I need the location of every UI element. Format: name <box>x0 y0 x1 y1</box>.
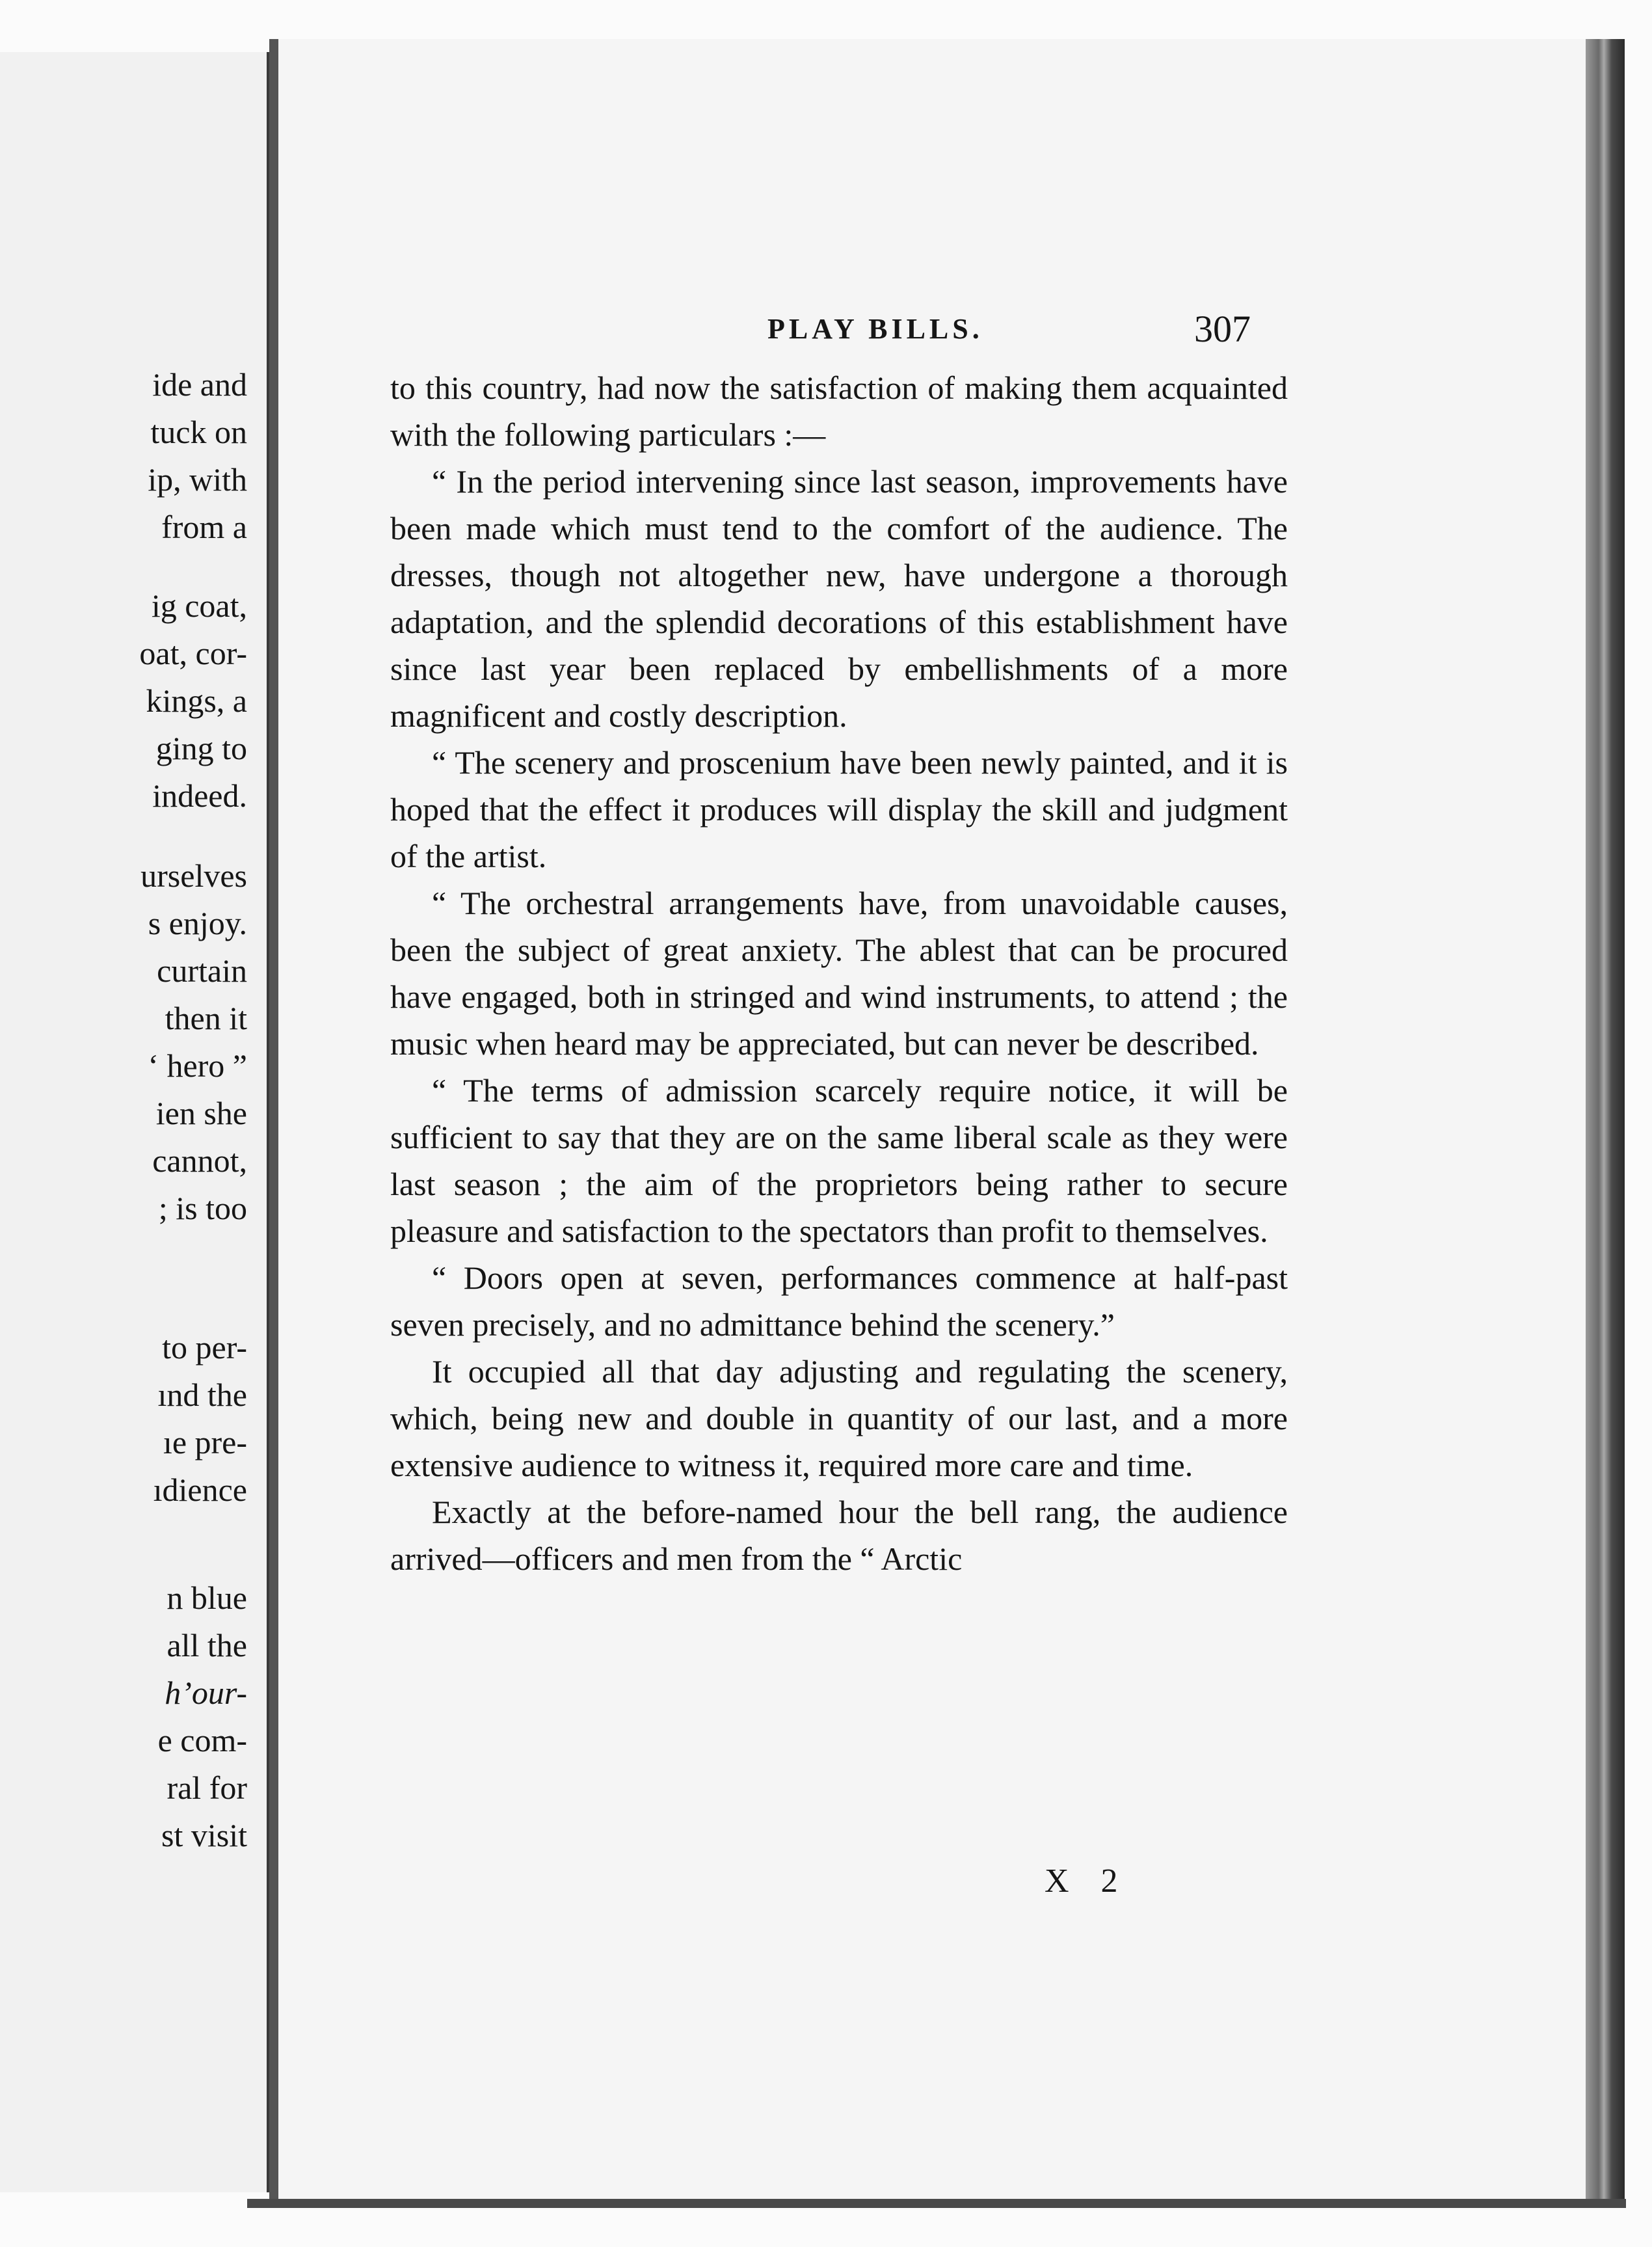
left-page-line: curtain <box>157 952 247 989</box>
left-page-line: tuck on <box>150 414 247 450</box>
previous-page <box>0 52 269 2192</box>
paragraph: “ The orchestral arrangements have, from unavoidable causes, been the subject of great anxiety. The ablest that can be procured have engaged, both in stringed and wind instruments, to attend ; the music when heard may be appreciated, but can never be described. <box>390 885 1288 1062</box>
page-bottom-edge <box>247 2199 1626 2208</box>
left-page-line: e com- <box>157 1722 247 1758</box>
left-page-line: to per- <box>162 1329 247 1366</box>
left-page-line: oat, cor- <box>139 635 247 671</box>
left-page-line: urselves <box>140 857 247 894</box>
left-page-line: kings, a <box>146 682 247 719</box>
left-page-line: ıe pre- <box>163 1424 247 1460</box>
left-page-line: h’our- <box>165 1675 247 1711</box>
left-page-line: ; is too <box>158 1190 247 1226</box>
left-page-line: all the <box>167 1627 247 1663</box>
left-page-line: ging to <box>155 730 247 766</box>
left-page-line: ınd the <box>157 1377 247 1413</box>
paragraph: to this country, had now the satisfaction of making them acquainted with the following particulars :— <box>390 370 1288 453</box>
left-page-line: ‘ hero ” <box>148 1047 247 1084</box>
left-page-line: ide and <box>152 366 247 403</box>
paragraph: “ The scenery and proscenium have been newly painted, and it is hoped that the effect it produces will display the skill and judgment of the artist. <box>390 744 1288 874</box>
paragraph: “ In the period intervening since last season, improvements have been made which must tend to the comfort of the audience. The dresses, though not altogether new, have undergone a thorough adaptation, and the splendid decorations of this establishment have since last year been replaced by embellishments of a more magnificent and costly description. <box>390 463 1288 734</box>
left-page-line: ıdience <box>153 1472 247 1508</box>
left-page-line: ip, with <box>148 461 247 498</box>
signature-mark: X 2 <box>1045 1863 1130 1900</box>
left-page-line: st visit <box>161 1817 247 1853</box>
paragraph: It occupied all that day adjusting and regulating the scenery, which, being new and double in quantity of our last, and a more extensive audience to witness it, required more care and time. <box>390 1353 1288 1483</box>
paragraph: “ Doors open at seven, performances commence at half-past seven precisely, and no admittance behind the scenery.” <box>390 1259 1288 1343</box>
left-page-line: indeed. <box>152 777 247 814</box>
running-title: PLAY BILLS. <box>767 313 983 345</box>
page-body <box>390 364 1288 1582</box>
page-number: 307 <box>1194 308 1251 350</box>
page-edge-shadow <box>1586 39 1625 2205</box>
left-page-line: cannot, <box>152 1142 247 1179</box>
left-page-line: n blue <box>167 1580 247 1616</box>
left-page-line: s enjoy. <box>148 905 247 941</box>
left-page-line: ien she <box>155 1095 247 1131</box>
book-gutter <box>269 39 278 2199</box>
left-page-line: from a <box>161 509 247 545</box>
paragraph: Exactly at the before-named hour the bell rang, the audience arrived—officers and men from the “ Arctic <box>390 1494 1288 1577</box>
paragraph: “ The terms of admission scarcely require notice, it will be sufficient to say that they are on the same liberal scale as they were last season ; the aim of the proprietors being rather to secure pleasure and satisfaction to the spectators than profit to themselves. <box>390 1072 1288 1249</box>
left-page-line: ral for <box>167 1769 247 1806</box>
left-page-line: ig coat, <box>151 587 247 624</box>
left-page-line: then it <box>165 1000 247 1036</box>
